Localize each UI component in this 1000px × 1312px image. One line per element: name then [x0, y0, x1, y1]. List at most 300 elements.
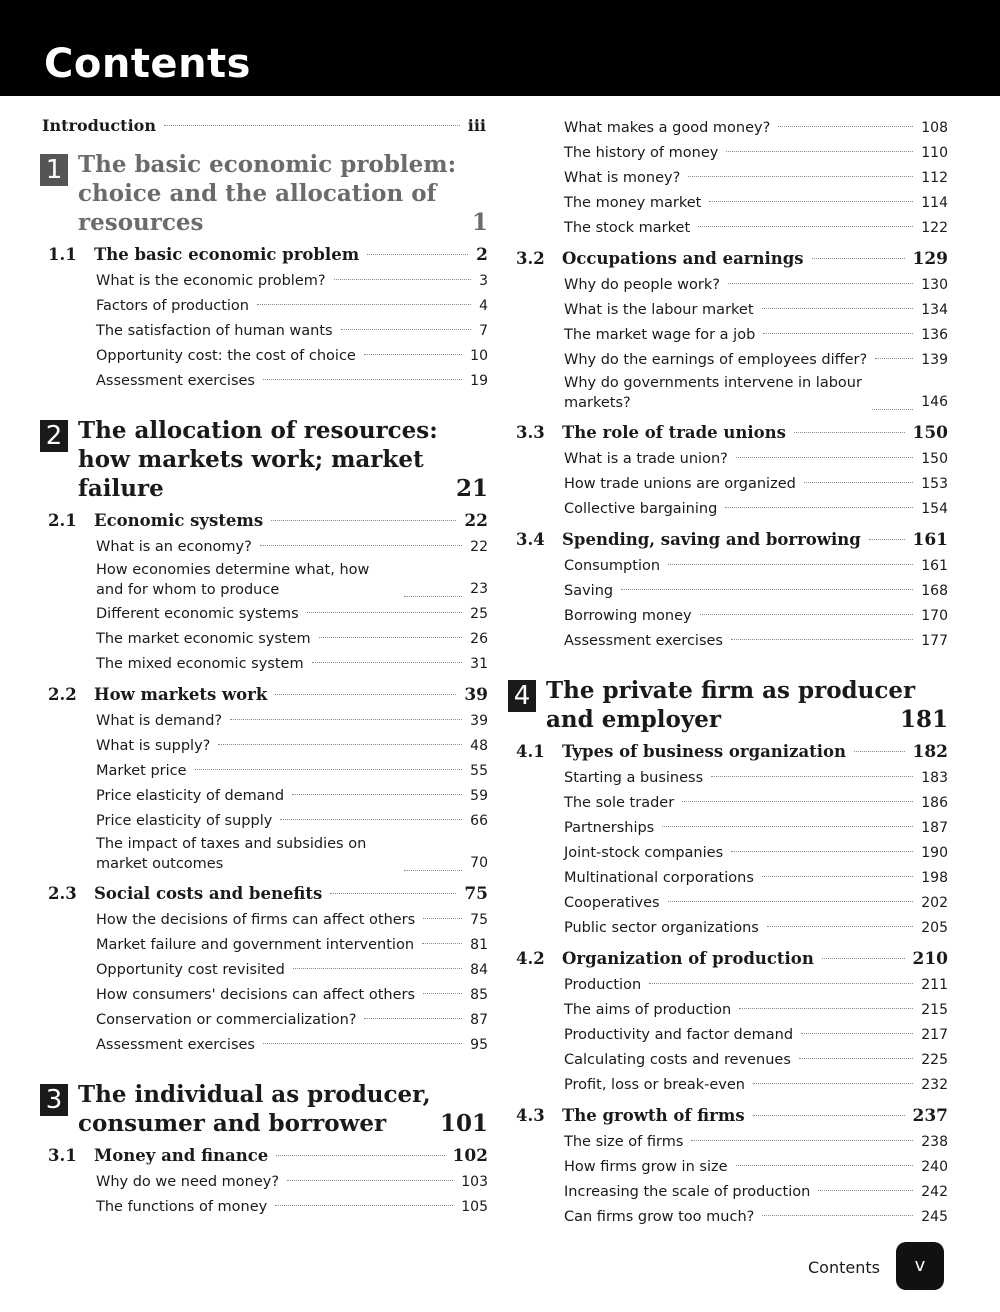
toc-item-page: 23 — [470, 581, 488, 597]
header-banner — [0, 0, 1000, 96]
toc-item-page: 59 — [470, 788, 488, 804]
toc-item[interactable] — [564, 1048, 948, 1073]
toc-item-page: 211 — [921, 977, 948, 993]
toc-item[interactable] — [564, 472, 948, 497]
toc-item-label: Conservation or commercialization? — [96, 1012, 357, 1028]
section-page: 39 — [464, 685, 488, 705]
toc-section-heading[interactable] — [516, 526, 948, 554]
toc-item-page: 225 — [921, 1052, 948, 1068]
page-number-badge: v — [896, 1242, 944, 1290]
toc-item[interactable] — [564, 166, 948, 191]
page-title: Contents — [44, 41, 251, 87]
toc-section-heading[interactable] — [48, 880, 488, 908]
toc-section — [40, 507, 488, 677]
section-title: The role of trade unions — [562, 423, 786, 442]
part-title-last: and employer — [546, 706, 721, 733]
toc-item-label: Production — [564, 977, 642, 993]
toc-item[interactable] — [96, 734, 488, 759]
toc-section — [508, 245, 948, 415]
toc-item[interactable] — [564, 216, 948, 241]
dot-leader — [341, 329, 471, 330]
dot-leader — [762, 308, 914, 309]
section-page: 161 — [912, 530, 948, 550]
toc-item[interactable] — [96, 344, 488, 369]
toc-item-label: Price elasticity of demand — [96, 788, 285, 804]
section-page: 182 — [912, 742, 948, 762]
toc-item[interactable] — [96, 294, 488, 319]
toc-item-label: Consumption — [564, 558, 661, 574]
toc-item[interactable] — [96, 958, 488, 983]
dot-leader — [275, 694, 456, 695]
dot-leader — [319, 637, 463, 638]
toc-item-label: The mixed economic system — [96, 656, 304, 672]
toc-item[interactable] — [564, 891, 948, 916]
part-title-block — [78, 1080, 488, 1138]
section-number: 4.2 — [516, 949, 545, 968]
toc-item[interactable] — [564, 1023, 948, 1048]
dot-leader — [728, 283, 913, 284]
toc-part-heading[interactable] — [40, 416, 488, 503]
part-title: The private firm as producer — [546, 677, 916, 704]
toc-item[interactable] — [96, 809, 488, 834]
toc-item[interactable] — [564, 141, 948, 166]
toc-section — [508, 1102, 948, 1230]
dot-leader — [307, 612, 462, 613]
dot-leader — [292, 794, 462, 795]
dot-leader — [276, 1155, 444, 1156]
toc-item-label: Assessment exercises — [564, 633, 723, 649]
dot-leader — [668, 564, 913, 565]
dot-leader — [691, 1140, 913, 1141]
toc-item-page: 26 — [470, 631, 488, 647]
toc-item-label: Price elasticity of supply — [96, 813, 273, 829]
toc-item-page: 81 — [470, 937, 488, 953]
dot-leader — [195, 769, 463, 770]
toc-item-label: Why do governments intervene in labour markets? — [564, 375, 862, 411]
toc-item-page: 154 — [921, 501, 948, 517]
part-page: 101 — [439, 1110, 488, 1137]
toc-item[interactable] — [564, 791, 948, 816]
toc-item-page: 217 — [921, 1027, 948, 1043]
toc-item-page: 215 — [921, 1002, 948, 1018]
toc-item-page: 105 — [461, 1199, 488, 1215]
contents-column-right — [508, 112, 948, 1234]
toc-item-page: 130 — [921, 277, 948, 293]
section-page: 102 — [452, 1146, 488, 1166]
part-title-lastline — [78, 208, 488, 237]
dot-leader — [649, 983, 913, 984]
dot-leader — [367, 254, 468, 255]
toc-item[interactable] — [564, 766, 948, 791]
toc-item-label: The satisfaction of human wants — [96, 323, 333, 339]
toc-section-heading[interactable] — [516, 945, 948, 973]
dot-leader — [668, 901, 914, 902]
dot-leader — [230, 719, 462, 720]
toc-item-label: Market price — [96, 763, 187, 779]
toc-item[interactable] — [564, 629, 948, 654]
section-number: 3.4 — [516, 530, 545, 549]
toc-item-page: 242 — [921, 1184, 948, 1200]
toc-item[interactable] — [564, 841, 948, 866]
toc-item[interactable] — [96, 983, 488, 1008]
toc-item-page: 190 — [921, 845, 948, 861]
toc-item-page: 95 — [470, 1037, 488, 1053]
toc-section-heading[interactable] — [516, 245, 948, 273]
toc-item-label: Opportunity cost revisited — [96, 962, 285, 978]
dot-leader — [804, 482, 913, 483]
dot-leader — [711, 776, 913, 777]
dot-leader — [260, 545, 462, 546]
toc-item[interactable] — [96, 652, 488, 677]
section-page: 237 — [912, 1106, 948, 1126]
toc-item-page: 87 — [470, 1012, 488, 1028]
toc-item[interactable] — [96, 933, 488, 958]
toc-item-label: What is the economic problem? — [96, 273, 326, 289]
dot-leader — [688, 176, 913, 177]
dot-leader — [334, 279, 472, 280]
toc-item[interactable] — [96, 784, 488, 809]
toc-item[interactable] — [96, 269, 488, 294]
toc-item-label: The stock market — [564, 220, 691, 236]
toc-item[interactable] — [96, 1033, 488, 1058]
toc-item-page: 3 — [479, 273, 488, 289]
toc-section-heading[interactable] — [48, 241, 488, 269]
section-number: 1.1 — [48, 245, 77, 264]
toc-item-label: The functions of money — [96, 1199, 268, 1215]
section-title: Money and finance — [94, 1146, 269, 1165]
dot-leader — [767, 926, 913, 927]
toc-item[interactable] — [564, 298, 948, 323]
part-number-badge: 1 — [40, 154, 68, 186]
toc-item-page: 75 — [470, 912, 488, 928]
toc-item[interactable] — [564, 916, 948, 941]
toc-item-page: 19 — [470, 373, 488, 389]
toc-section-heading[interactable] — [48, 681, 488, 709]
section-page: 22 — [464, 511, 488, 531]
toc-item-label: What is money? — [564, 170, 681, 186]
toc-item-page: 238 — [921, 1134, 948, 1150]
toc-section-continued — [508, 116, 948, 241]
dot-leader — [762, 876, 913, 877]
toc-item[interactable] — [96, 319, 488, 344]
toc-item-label: What is a trade union? — [564, 451, 728, 467]
part-page: 1 — [471, 209, 488, 236]
toc-item[interactable] — [564, 1130, 948, 1155]
toc-part — [508, 676, 948, 1230]
dot-leader — [872, 409, 913, 410]
toc-item-label: Profit, loss or break-even — [564, 1077, 745, 1093]
toc-item-page: 84 — [470, 962, 488, 978]
toc-item-label: Starting a business — [564, 770, 704, 786]
toc-item[interactable] — [564, 116, 948, 141]
toc-part-heading[interactable] — [508, 676, 948, 734]
introduction-label: Introduction — [42, 116, 156, 135]
dot-leader — [778, 126, 913, 127]
toc-item-page: 10 — [470, 348, 488, 364]
toc-item-label: The size of firms — [564, 1134, 684, 1150]
toc-item-page: 177 — [921, 633, 948, 649]
section-title: How markets work — [94, 685, 268, 704]
toc-item-page: 161 — [921, 558, 948, 574]
toc-section-heading[interactable] — [516, 419, 948, 447]
dot-leader — [794, 432, 905, 433]
toc-item-page: 103 — [461, 1174, 488, 1190]
section-title: Types of business organization — [562, 742, 847, 761]
toc-item-label: Can firms grow too much? — [564, 1209, 755, 1225]
part-title: The allocation of resources: how markets work; market — [78, 417, 438, 473]
toc-item-label: Market failure and government intervention — [96, 937, 415, 953]
toc-item-page: 187 — [921, 820, 948, 836]
toc-item[interactable] — [564, 973, 948, 998]
part-title-last: resources — [78, 209, 204, 236]
toc-item-label: Assessment exercises — [96, 373, 255, 389]
section-title: The growth of firms — [562, 1106, 745, 1125]
toc-item[interactable] — [564, 323, 948, 348]
toc-item[interactable] — [96, 602, 488, 627]
toc-item-label: How economies determine what, how and for whom to produce — [96, 562, 370, 598]
section-page: 150 — [912, 423, 948, 443]
dot-leader — [271, 520, 456, 521]
toc-item-page: 186 — [921, 795, 948, 811]
toc-section — [40, 1142, 488, 1220]
toc-item[interactable] — [564, 998, 948, 1023]
toc-item-page: 55 — [470, 763, 488, 779]
toc-item-page: 22 — [470, 539, 488, 555]
toc-item-label: How the decisions of firms can affect others — [96, 912, 416, 928]
toc-item[interactable] — [96, 709, 488, 734]
toc-item-label: The history of money — [564, 145, 719, 161]
toc-item-page: 205 — [921, 920, 948, 936]
dot-leader — [423, 918, 462, 919]
part-number-badge: 4 — [508, 680, 536, 712]
toc-item-page: 39 — [470, 713, 488, 729]
toc-item-label: Opportunity cost: the cost of choice — [96, 348, 356, 364]
toc-item[interactable] — [564, 373, 948, 415]
toc-section — [40, 880, 488, 1058]
toc-item[interactable] — [564, 579, 948, 604]
toc-item-page: 48 — [470, 738, 488, 754]
dot-leader — [763, 333, 913, 334]
toc-item[interactable] — [564, 348, 948, 373]
dot-leader — [875, 358, 913, 359]
dot-leader — [700, 614, 914, 615]
section-page: 75 — [464, 884, 488, 904]
section-number: 4.1 — [516, 742, 545, 761]
toc-item-page: 4 — [479, 298, 488, 314]
toc-item-page: 245 — [921, 1209, 948, 1225]
dot-leader — [753, 1083, 913, 1084]
dot-leader — [423, 993, 462, 994]
dot-leader — [799, 1058, 913, 1059]
toc-section-heading[interactable] — [48, 1142, 488, 1170]
toc-introduction[interactable] — [42, 112, 486, 140]
section-title: Organization of production — [562, 949, 814, 968]
toc-item[interactable] — [564, 447, 948, 472]
toc-item[interactable] — [96, 560, 488, 602]
toc-item-label: What is supply? — [96, 738, 211, 754]
toc-item-label: Why do people work? — [564, 277, 720, 293]
toc-item-label: Saving — [564, 583, 614, 599]
toc-item-page: 108 — [921, 120, 948, 136]
toc-item-page: 232 — [921, 1077, 948, 1093]
toc-item-label: Borrowing money — [564, 608, 692, 624]
toc-item-label: What is demand? — [96, 713, 223, 729]
section-title: The basic economic problem — [94, 245, 360, 264]
dot-leader — [312, 662, 463, 663]
toc-part-heading[interactable] — [40, 150, 488, 237]
toc-item-page: 110 — [921, 145, 948, 161]
dot-leader — [364, 1018, 462, 1019]
toc-section-heading[interactable] — [516, 738, 948, 766]
toc-item-label: The impact of taxes and subsidies on market outcomes — [96, 836, 367, 872]
toc-item[interactable] — [564, 273, 948, 298]
dot-leader — [726, 151, 913, 152]
toc-item-page: 168 — [921, 583, 948, 599]
toc-item[interactable] — [96, 369, 488, 394]
toc-item-page: 198 — [921, 870, 948, 886]
toc-item[interactable] — [96, 1170, 488, 1195]
toc-section-heading[interactable] — [48, 507, 488, 535]
dot-leader — [404, 596, 462, 597]
toc-item-label: Assessment exercises — [96, 1037, 255, 1053]
toc-item-label: Public sector organizations — [564, 920, 759, 936]
toc-item-label: Factors of production — [96, 298, 249, 314]
section-number: 3.2 — [516, 249, 545, 268]
toc-item-label: How firms grow in size — [564, 1159, 728, 1175]
toc-item-page: 85 — [470, 987, 488, 1003]
toc-item[interactable] — [564, 1073, 948, 1098]
toc-item-label: What makes a good money? — [564, 120, 771, 136]
toc-item[interactable] — [564, 1205, 948, 1230]
toc-item-label: The market wage for a job — [564, 327, 756, 343]
section-number: 2.3 — [48, 884, 77, 903]
dot-leader — [698, 226, 913, 227]
dot-leader — [812, 258, 905, 259]
toc-item[interactable] — [96, 1195, 488, 1220]
toc-item-label: What is an economy? — [96, 539, 252, 555]
toc-item-page: 240 — [921, 1159, 948, 1175]
dot-leader — [739, 1008, 913, 1009]
toc-item[interactable] — [564, 191, 948, 216]
toc-part-heading[interactable] — [40, 1080, 488, 1138]
toc-item-page: 7 — [479, 323, 488, 339]
part-number-badge: 3 — [40, 1084, 68, 1116]
dot-leader — [287, 1180, 453, 1181]
dot-leader — [257, 304, 471, 305]
dot-leader — [164, 125, 460, 126]
dot-leader — [218, 744, 462, 745]
dot-leader — [263, 379, 462, 380]
part-title-lastline — [78, 1109, 488, 1138]
toc-item-page: 31 — [470, 656, 488, 672]
toc-item-page: 139 — [921, 352, 948, 368]
dot-leader — [662, 826, 913, 827]
toc-item-page: 122 — [921, 220, 948, 236]
toc-item[interactable] — [96, 1008, 488, 1033]
dot-leader — [854, 751, 904, 752]
section-number: 2.1 — [48, 511, 77, 530]
toc-section — [40, 241, 488, 394]
toc-item-label: Why do we need money? — [96, 1174, 280, 1190]
toc-item[interactable] — [564, 554, 948, 579]
dot-leader — [736, 457, 913, 458]
introduction-page: iii — [467, 116, 486, 135]
toc-item-label: How consumers' decisions can affect others — [96, 987, 416, 1003]
part-page: 21 — [455, 475, 488, 502]
toc-section — [508, 738, 948, 941]
section-number: 3.1 — [48, 1146, 77, 1165]
toc-item-page: 202 — [921, 895, 948, 911]
dot-leader — [709, 201, 913, 202]
toc-item-page: 70 — [470, 855, 488, 871]
dot-leader — [404, 870, 462, 871]
section-title: Social costs and benefits — [94, 884, 323, 903]
dot-leader — [753, 1115, 905, 1116]
part-title-block — [546, 676, 948, 734]
part-title: The basic economic problem: choice and the allocation of — [78, 151, 457, 207]
toc-item-label: Cooperatives — [564, 895, 660, 911]
toc-item-label: The market economic system — [96, 631, 311, 647]
section-number: 2.2 — [48, 685, 77, 704]
section-number: 3.3 — [516, 423, 545, 442]
dot-leader — [621, 589, 913, 590]
toc-item[interactable] — [96, 759, 488, 784]
toc-item[interactable] — [96, 908, 488, 933]
toc-item-page: 136 — [921, 327, 948, 343]
part-title-last: failure — [78, 475, 164, 502]
dot-leader — [280, 819, 462, 820]
toc-item[interactable] — [564, 816, 948, 841]
dot-leader — [725, 507, 913, 508]
toc-part — [40, 416, 488, 1058]
toc-item-label: Calculating costs and revenues — [564, 1052, 791, 1068]
toc-item-label: The aims of production — [564, 1002, 732, 1018]
part-title-lastline — [78, 474, 488, 503]
toc-item-page: 66 — [470, 813, 488, 829]
toc-item[interactable] — [96, 535, 488, 560]
toc-item[interactable] — [96, 627, 488, 652]
toc-section — [508, 526, 948, 654]
toc-item-label: What is the labour market — [564, 302, 754, 318]
toc-item[interactable] — [564, 1180, 948, 1205]
toc-item-page: 114 — [921, 195, 948, 211]
toc-item[interactable] — [564, 1155, 948, 1180]
toc-item[interactable] — [96, 834, 488, 876]
dot-leader — [422, 943, 462, 944]
toc-part — [40, 1080, 488, 1220]
toc-item[interactable] — [564, 604, 948, 629]
toc-item[interactable] — [564, 497, 948, 522]
dot-leader — [869, 539, 905, 540]
dot-leader — [822, 958, 905, 959]
toc-item-label: The sole trader — [564, 795, 675, 811]
dot-leader — [293, 968, 462, 969]
toc-item-label: Collective bargaining — [564, 501, 718, 517]
toc-section-heading[interactable] — [516, 1102, 948, 1130]
dot-leader — [275, 1205, 453, 1206]
toc-item-page: 183 — [921, 770, 948, 786]
toc-item-page: 112 — [921, 170, 948, 186]
part-title-block — [78, 416, 488, 503]
toc-item-page: 134 — [921, 302, 948, 318]
toc-item-page: 150 — [921, 451, 948, 467]
toc-item-label: Productivity and factor demand — [564, 1027, 794, 1043]
toc-item-label: Joint-stock companies — [564, 845, 724, 861]
dot-leader — [818, 1190, 913, 1191]
contents-column-left — [40, 112, 488, 1224]
toc-item[interactable] — [564, 866, 948, 891]
part-title-last: consumer and borrower — [78, 1110, 387, 1137]
